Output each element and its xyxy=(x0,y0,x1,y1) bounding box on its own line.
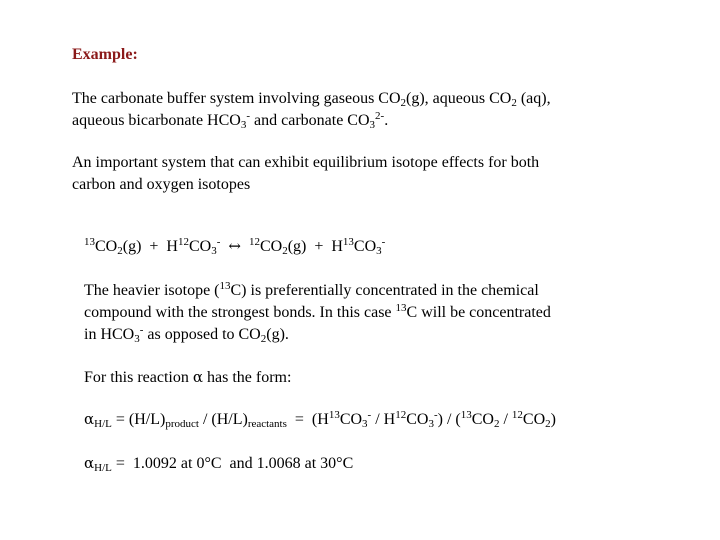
fractionation-values: $\alpha_{H/L} = 1.0092$ at 0°C and 1.0068 at 30°C xyxy=(84,454,354,474)
intro-line-1: The carbonate buffer system involving gaseous $CO_2(g)$, aqueous $CO_2$ (aq), xyxy=(72,90,551,109)
paragraph-3-line-3: in $HCO_3^-$ as opposed to $CO_2(g)$. xyxy=(84,324,289,345)
paragraph-3-line-2: compound with the strongest bonds. In this case $^{13}$C will be concentrated xyxy=(84,302,551,321)
intro-line-2: aqueous bicarbonate $HCO_3^-$ and carbonate $CO_3^{2-}$. xyxy=(72,110,389,131)
paragraph-2-line-1: An important system that can exhibit equilibrium isotope effects for both xyxy=(72,154,540,171)
equilibrium-arrow-icon: ↔ xyxy=(228,237,241,255)
paragraph-2-line-2: carbon and oxygen isotopes xyxy=(72,176,251,193)
paragraph-3-line-1: The heavier isotope ($^{13}$C) is preferentially concentrated in the chemical xyxy=(84,280,539,299)
fractionation-equation: $\alpha_{H/L} = (H/L)_{product} / (H/L)_{reactants} = (H^{13}CO_3^- / H^{12}CO_3^-) / (^{13}CO_2 / ^{12}CO_2)$ xyxy=(84,409,556,430)
reaction-equation: $^{13}CO_2(g) + H^{12}CO_3^-$ ↔ $^{12}CO_2(g) + H^{13}CO_3^-$ xyxy=(84,236,386,257)
paragraph-4: For this reaction α has the form: xyxy=(84,368,292,386)
slide-title: Example: xyxy=(72,46,138,63)
